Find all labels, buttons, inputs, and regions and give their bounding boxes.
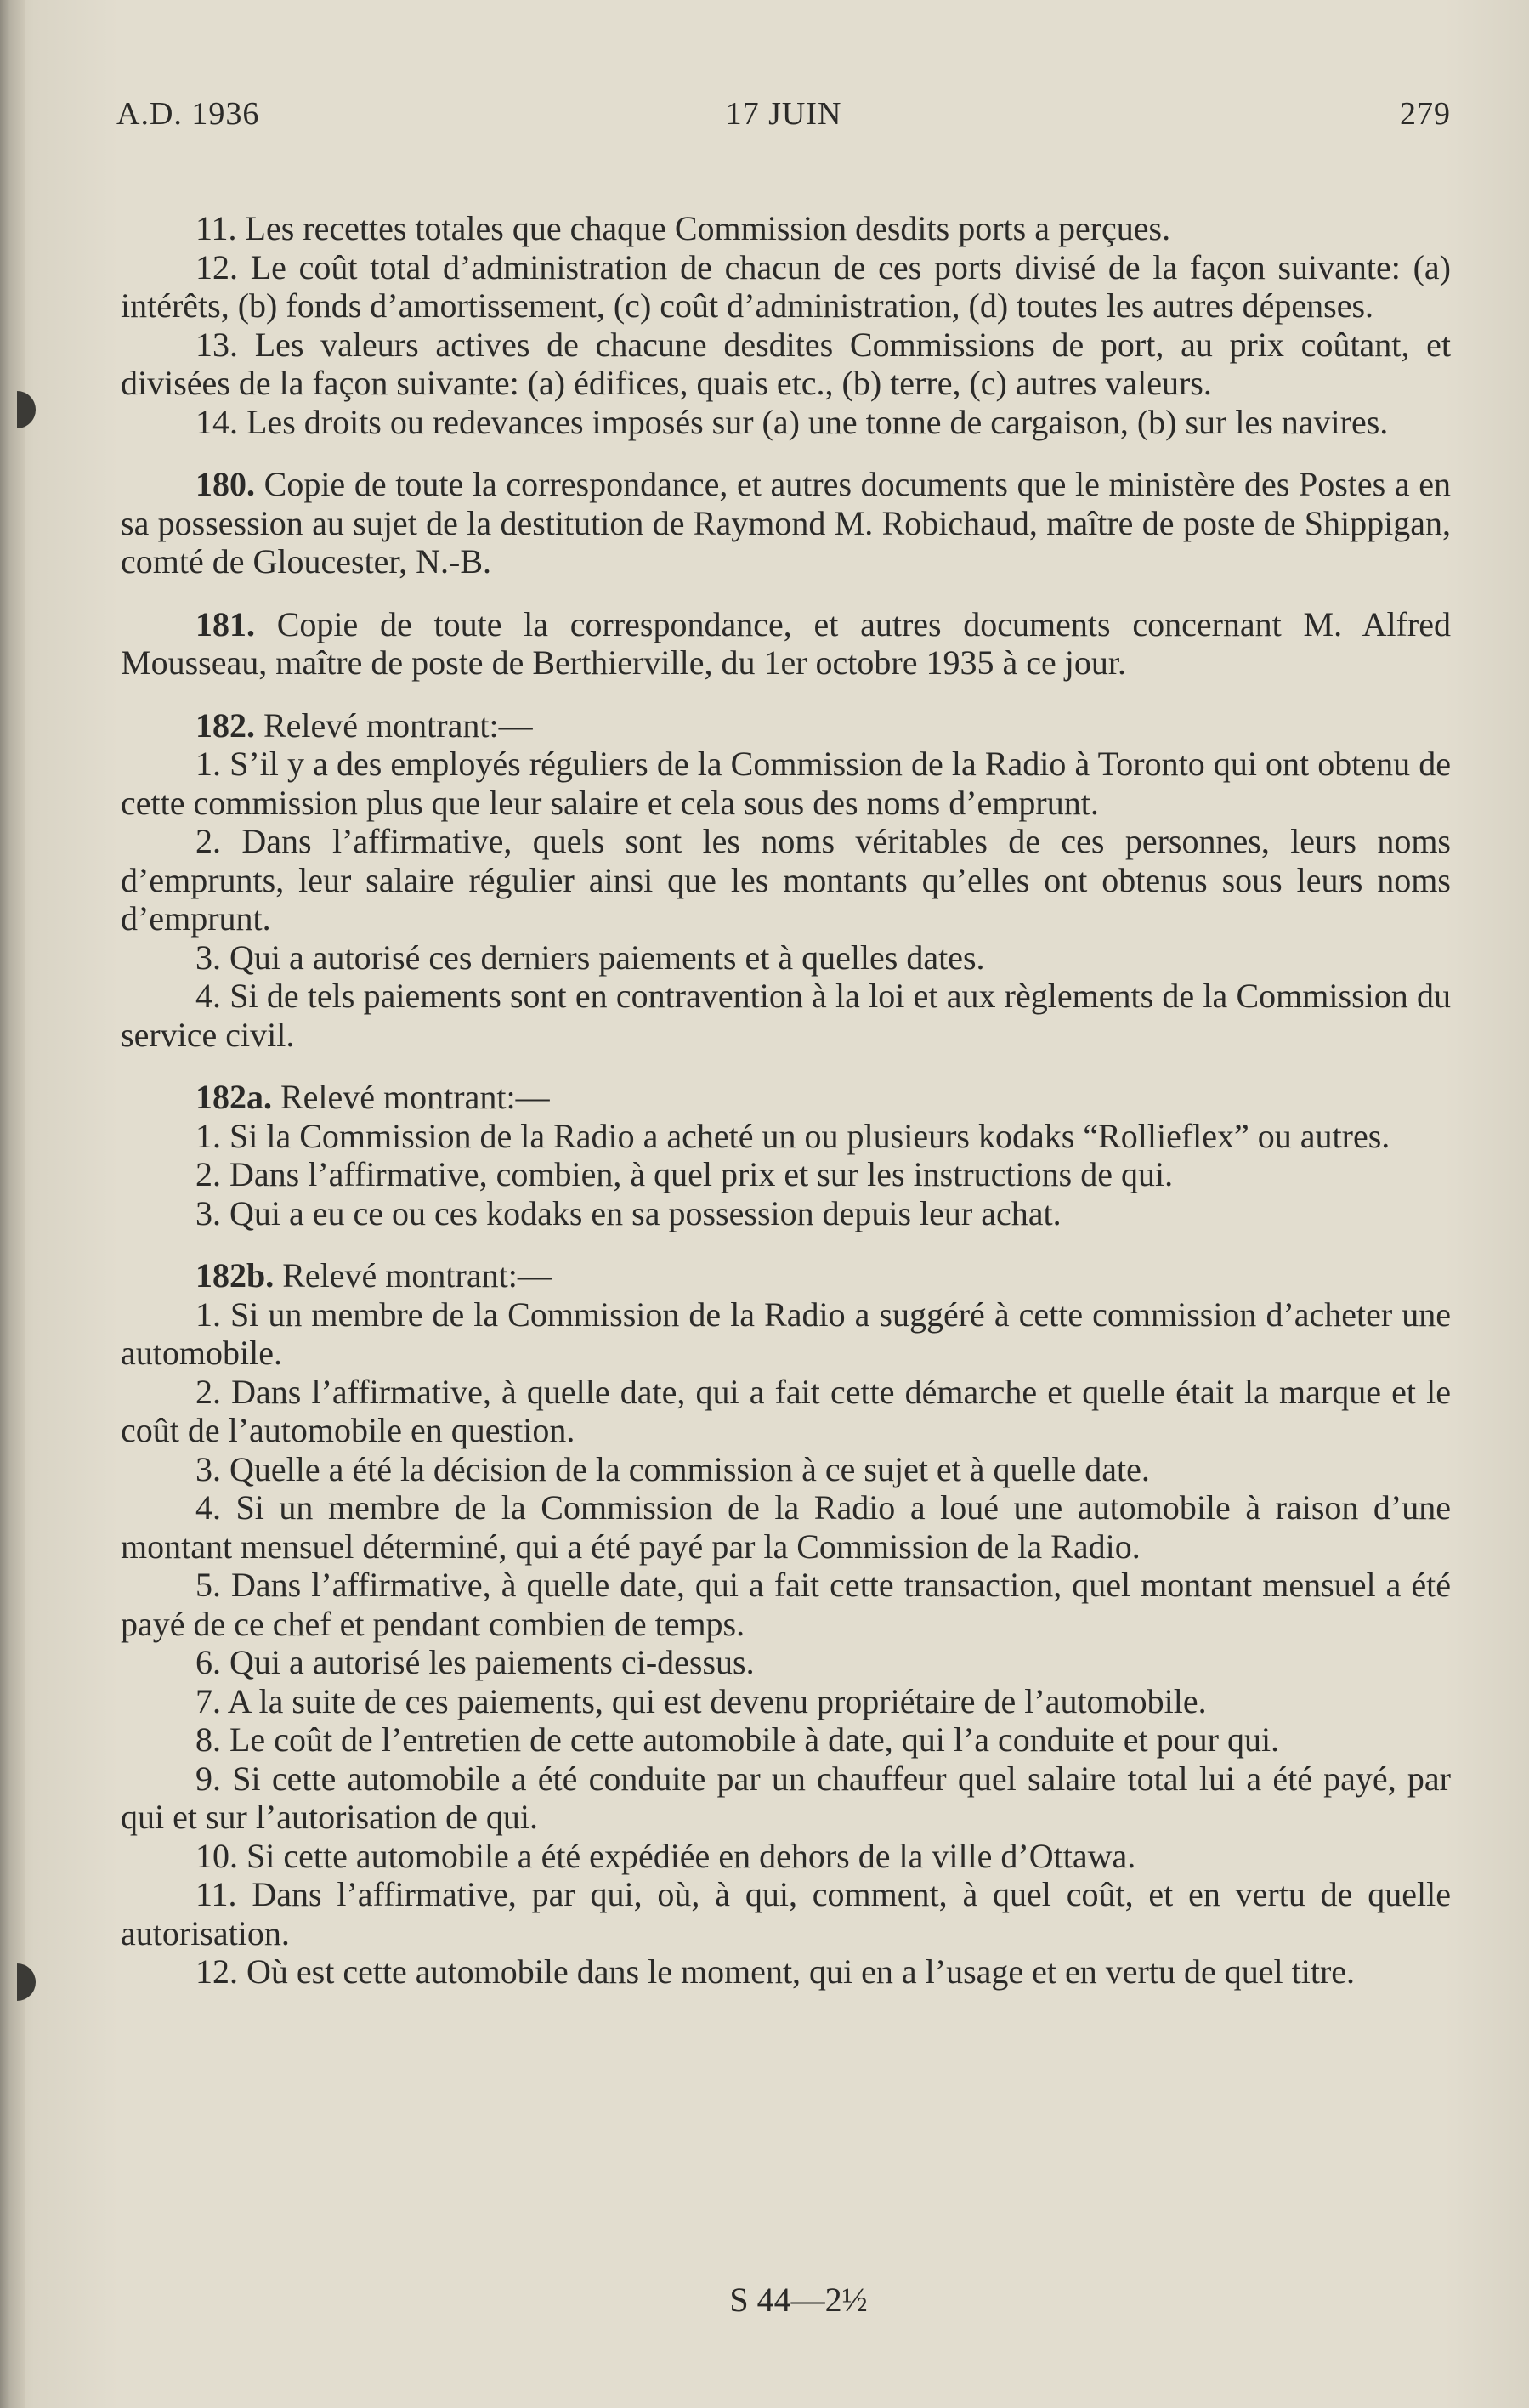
section-180	[121, 465, 1451, 581]
binding-hole	[17, 391, 36, 428]
list-item: 5. Dans l’affirmative, à quelle date, qui a fait cette transaction, quel montant mensuel a été payé de ce chef et pendant combien de temps.	[121, 1566, 1451, 1643]
page-number: 279	[1400, 96, 1451, 132]
section-number: 182a.	[195, 1078, 272, 1116]
list-item: 2. Dans l’affirmative, à quelle date, qui a fait cette démarche et quelle était la marque et le coût de l’automobile en question.	[121, 1372, 1451, 1449]
signature-mark: S 44—2½	[729, 2281, 868, 2319]
list-item: 11. Dans l’affirmative, par qui, où, à qui, comment, à quel coût, et en vertu de quelle autorisation.	[121, 1875, 1451, 1952]
list-item: 12. Le coût total d’administration de chacun de ces ports divisé de la façon suivante: (a) intérêts, (b) fonds d’amortissement, (c) coût d’administration, (d) toutes les autres dépenses.	[121, 247, 1451, 325]
section-number: 181.	[195, 604, 255, 643]
list-item: 13. Les valeurs actives de chacune desdites Commissions de port, au prix coûtant, et divisées de la façon suivante: (a) édifices, quais etc., (b) terre, (c) autres valeurs.	[121, 325, 1451, 402]
section-number: 182b.	[195, 1256, 275, 1295]
page-header	[116, 95, 1451, 138]
list-item: 9. Si cette automobile a été conduite par un chauffeur quel salaire total lui a été payé, par qui et sur l’autorisation de qui.	[121, 1759, 1451, 1836]
section-182	[121, 706, 1451, 1055]
section-text: Copie de toute la correspondance, et autres documents concernant M. Alfred Mousseau, maître de poste de Berthierville, du 1er octobre 1935 à ce jour.	[121, 604, 1451, 682]
list-item: 7. A la suite de ces paiements, qui est devenu propriétaire de l’automobile.	[195, 1681, 1207, 1720]
list-item: 4. Si de tels paiements sont en contravention à la loi et aux règlements de la Commission du service civil.	[121, 977, 1451, 1054]
section-181	[121, 605, 1451, 683]
section-heading	[121, 1256, 1451, 1295]
list-item: 11. Les recettes totales que chaque Commission desdits ports a perçues.	[195, 209, 1171, 247]
list-item: 1. Si la Commission de la Radio a acheté un ou plusieurs kodaks “Rollieflex” ou autres.	[195, 1116, 1390, 1155]
list-item: 3. Qui a eu ce ou ces kodaks en sa possession depuis leur achat.	[195, 1193, 1062, 1232]
header-year: A.D. 1936	[116, 96, 260, 132]
section-number: 180.	[195, 465, 255, 503]
list-item: 1. S’il y a des employés réguliers de la Commission de la Radio à Toronto qui ont obtenu de cette commission plus que leur salaire et cela sous des noms d’emprunt.	[121, 745, 1451, 822]
section-182a	[121, 1078, 1451, 1232]
section-paragraph	[121, 605, 1451, 683]
section-text: Copie de toute la correspondance, et autres documents que le ministère des Postes a en sa possession au sujet de la destitution de Raymond M. Robichaud, maître de poste de Shippigan, comté de Gloucester, N.-B.	[121, 465, 1451, 581]
header-date: 17 JUIN	[725, 96, 842, 132]
list-item: 2. Dans l’affirmative, combien, à quel prix et sur les instructions de qui.	[195, 1155, 1174, 1193]
list-item: 3. Qui a autorisé ces derniers paiements et à quelles dates.	[195, 938, 985, 977]
list-item: 12. Où est cette automobile dans le moment, qui en a l’usage et en vertu de quel titre.	[195, 1952, 1356, 1991]
list-item: 3. Quelle a été la décision de la commission à ce sujet et à quelle date.	[195, 1449, 1150, 1488]
section-heading	[121, 706, 1451, 745]
list-item: 4. Si un membre de la Commission de la Radio a loué une automobile à raison d’une montant mensuel déterminé, qui a été payé par la Commission de la Radio.	[121, 1488, 1451, 1566]
list-item: 1. Si un membre de la Commission de la Radio a suggéré à cette commission d’acheter une automobile.	[121, 1295, 1451, 1372]
page-binding-edge	[0, 0, 25, 2408]
list-item: 6. Qui a autorisé les paiements ci-dessus.	[195, 1643, 755, 1681]
binding-hole	[17, 1963, 36, 2001]
section-heading	[121, 1078, 1451, 1117]
continued-list	[121, 209, 1451, 441]
section-heading-text: Relevé montrant:—	[255, 705, 533, 745]
list-item: 2. Dans l’affirmative, quels sont les noms véritables de ces personnes, leurs noms d’emprunts, leur salaire régulier ainsi que les montants qu’elles ont obtenus sous leurs noms d’emprunt.	[121, 822, 1451, 938]
list-item: 8. Le coût de l’entretien de cette automobile à date, qui l’a conduite et pour qui.	[195, 1720, 1280, 1759]
page-body	[121, 209, 1451, 1992]
list-item: 14. Les droits ou redevances imposés sur (a) une tonne de cargaison, (b) sur les navires.	[195, 402, 1389, 441]
section-number: 182.	[195, 705, 255, 745]
section-heading-text: Relevé montrant:—	[272, 1078, 550, 1116]
section-182b	[121, 1256, 1451, 1992]
section-paragraph	[121, 465, 1451, 581]
list-item: 10. Si cette automobile a été expédiée en dehors de la ville d’Ottawa.	[195, 1836, 1136, 1875]
section-heading-text: Relevé montrant:—	[274, 1256, 552, 1295]
